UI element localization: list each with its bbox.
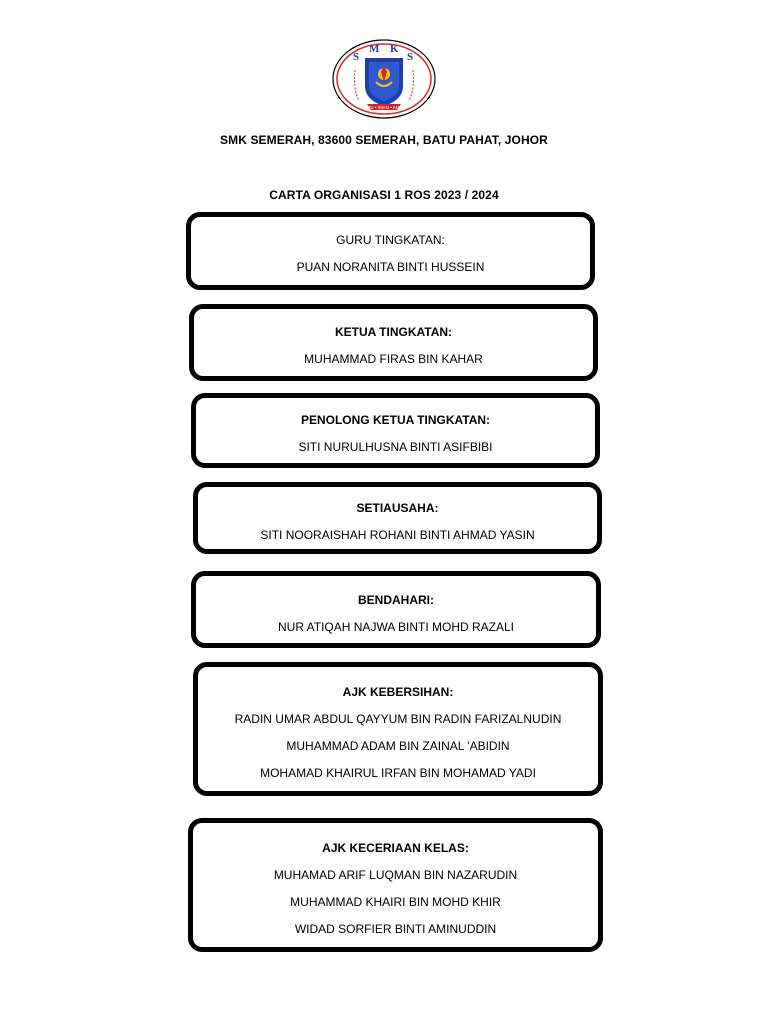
school-logo (331, 38, 437, 120)
logo-letter: M (369, 43, 380, 55)
member-name: RADIN UMAR ABDUL QAYYUM BIN RADIN FARIZALNUDIN (234, 712, 562, 726)
member-name: MUHAMMAD ADAM BIN ZAINAL 'ABIDIN (286, 739, 510, 753)
member-name: SITI NOORAISHAH ROHANI BINTI AHMAD YASIN (260, 528, 535, 542)
logo-letter: S (407, 51, 414, 63)
chart-title: CARTA ORGANISASI 1 ROS 2023 / 2024 (269, 188, 499, 202)
logo-letter: S (353, 51, 360, 63)
position-box-bendahari (191, 571, 601, 648)
position-box-ajk-keceriaan (188, 818, 603, 952)
member-name: MUHAMAD ARIF LUQMAN BIN NAZARUDIN (273, 868, 518, 882)
member-name: MUHAMMAD FIRAS BIN KAHAR (304, 352, 483, 366)
logo-ribbon-text: ILMU • IMAN • AMAL (362, 105, 406, 110)
position-box-ketua-tingkatan (189, 304, 598, 381)
role-label: KETUA TINGKATAN: (334, 325, 453, 339)
member-name: WIDAD SORFIER BINTI AMINUDDIN (294, 922, 497, 936)
position-box-setiausaha (193, 482, 602, 554)
member-name: SITI NURULHUSNA BINTI ASIFBIBI (298, 440, 493, 454)
role-label: GURU TINGKATAN: (336, 233, 445, 247)
position-box-ajk-kebersihan (193, 662, 603, 796)
member-name: NUR ATIQAH NAJWA BINTI MOHD RAZALI (277, 620, 515, 634)
role-label: AJK KECERIAAN KELAS: (322, 841, 469, 855)
member-name: PUAN NORANITA BINTI HUSSEIN (296, 260, 485, 274)
role-label: PENOLONG KETUA TINGKATAN: (300, 413, 491, 427)
school-address: SMK SEMERAH, 83600 SEMERAH, BATU PAHAT, JOHOR (220, 133, 548, 147)
role-label: BENDAHARI: (358, 593, 434, 607)
member-name: MUHAMMAD KHAIRI BIN MOHD KHIR (290, 895, 501, 909)
position-box-guru-tingkatan (186, 212, 595, 290)
member-name: MOHAMAD KHAIRUL IRFAN BIN MOHAMAD YADI (260, 766, 536, 780)
role-label: SETIAUSAHA: (356, 501, 439, 515)
logo-letter: K (390, 43, 399, 55)
position-box-penolong-ketua (191, 393, 600, 468)
role-label: AJK KEBERSIHAN: (342, 685, 454, 699)
